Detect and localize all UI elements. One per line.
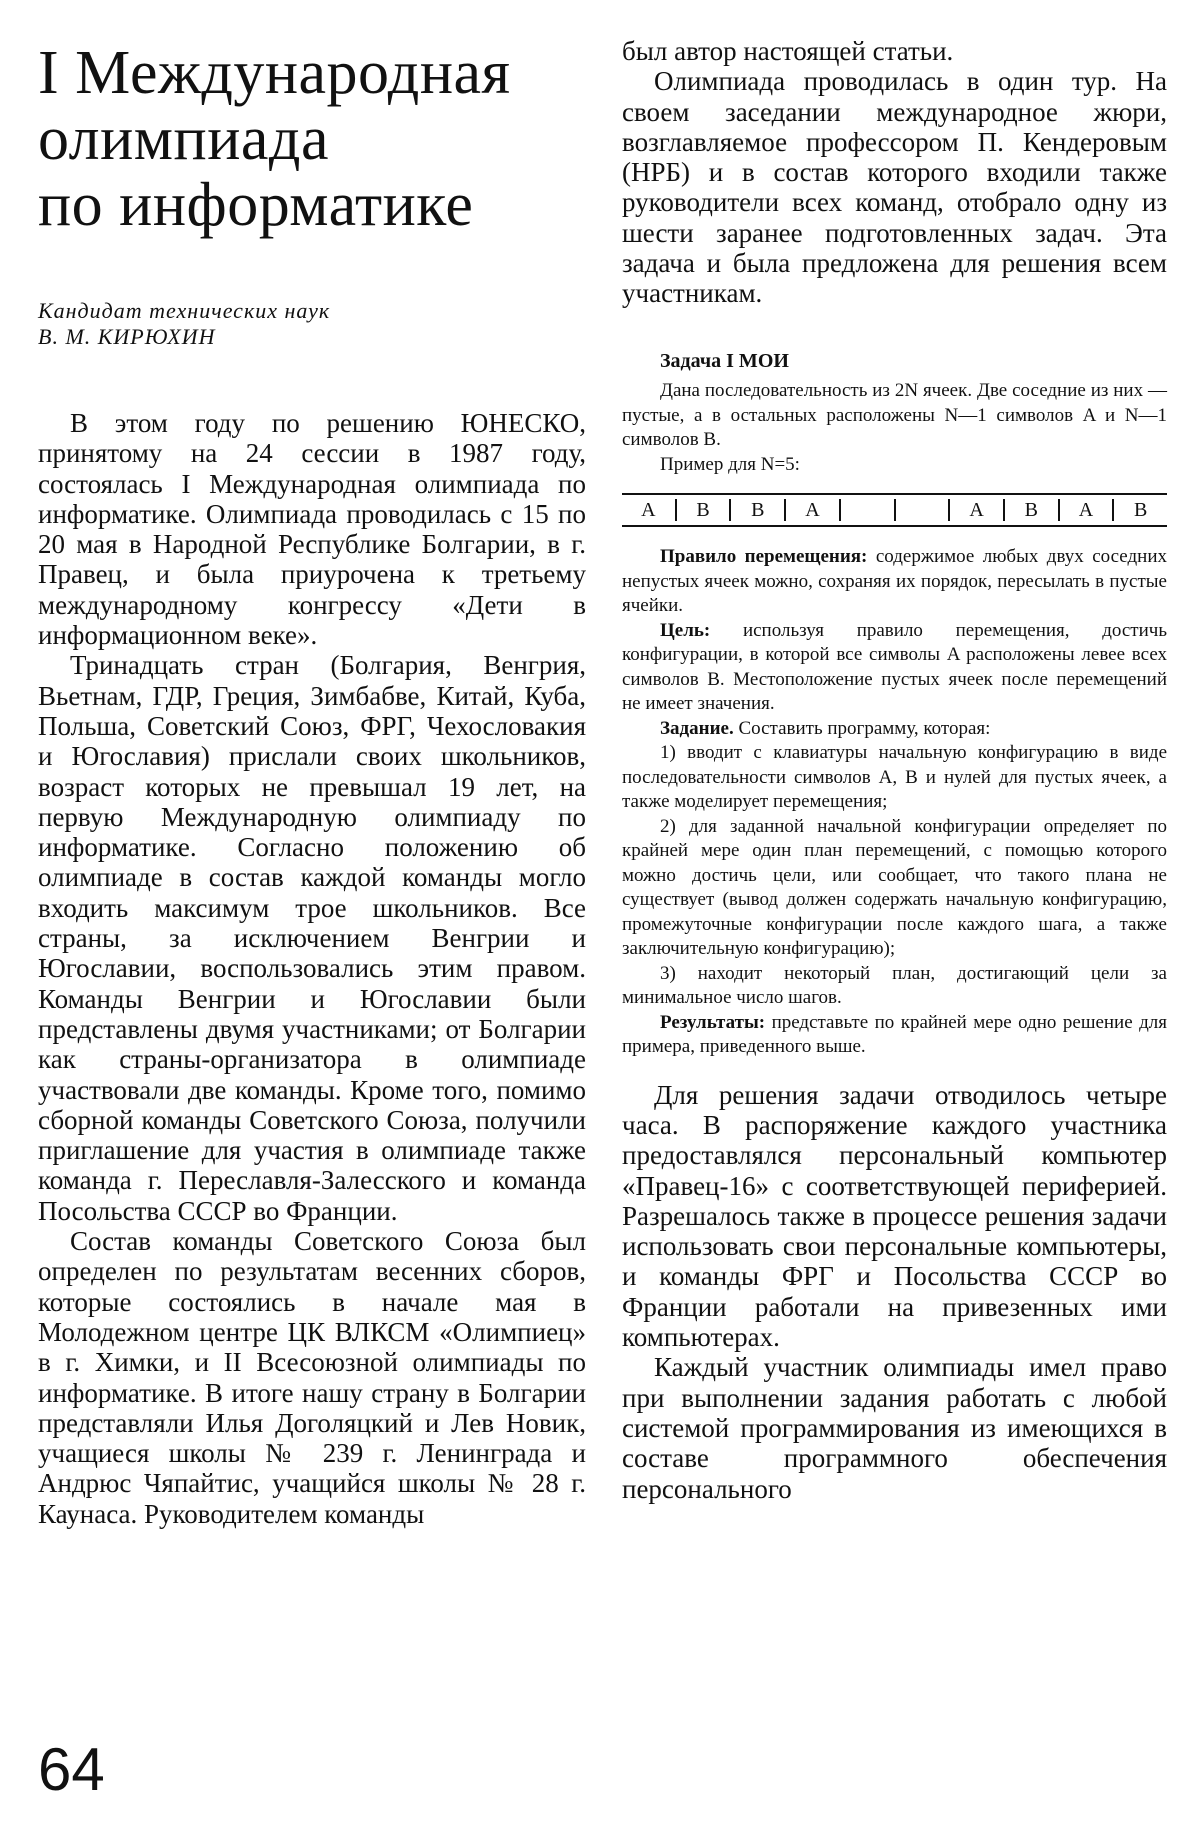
cell: B [731,499,786,521]
task-intro: Дана последовательность из 2N ячеек. Две соседние из них — пустые, а в остальных расположены N—1 символов A и N—1 символов B. [622,380,1167,451]
rule-label: Правило перемещения: [660,546,868,568]
paragraph-continued: был автор настоящей статьи. [622,36,954,66]
task-results [622,1011,1167,1060]
paragraph-team: Состав команды Советского Союза был определен по результатам весенних сборов, которые состоялись в начале мая в Молодежном центре ЦК ВЛКСМ «Олимпиец» в г. Химки, и II Всесоюзной олимпиады по информатике. В итоге нашу страну в Болгарии представляли Илья Доголяцкий и Лев Новик, учащиеся школы № 239 г. Ленинграда и Андрюс Чяпайтис, учащийся школы № 28 г. Каунаса. Руководителем команды [38,1226,586,1529]
cell: B [1134,499,1148,522]
cell-empty [896,499,951,521]
cell: B [677,499,732,521]
paragraph-time: Для решения задачи отводилось четыре часа. В распоряжение каждого участника предоставлялся персональный компьютер «Правец-16» с соответствующей периферией. Разрешалось также в процессе решения задачи использовать свои персональные компьютеры, и команды ФРГ и Посольства СССР во Франции работали на привезенных ими компьютерах. [622,1079,1167,1353]
task-assignment [622,717,1167,742]
cell-empty [841,499,896,521]
right-bottom-text [622,1080,1167,1504]
task-item-3: 3) находит некоторый план, достигающий цели за минимальное число шагов. [622,962,1167,1009]
author-role: Кандидат технических наук [38,298,331,323]
author-name: В. М. КИРЮХИН [38,324,216,349]
task-example: Пример для N=5: [660,453,800,475]
title-line-3: по информатике [38,171,474,239]
task-box [622,349,1167,1060]
assignment-label: Задание. [660,717,734,739]
paragraph-tour: Олимпиада проводилась в один тур. На своем заседании международное жюри, возглавляемое профессором П. Кендеровым (НРБ) и в состав которого входили также руководители всех команд, отобрало одну из шести заранее подготовленных задач. Эта задача и была предложена для решения всем участникам. [622,66,1167,309]
results-text: представьте по крайней мере одно решение для примера, приведенного выше. [622,1011,1167,1058]
right-column [622,36,1167,1504]
goal-label: Цель: [660,619,711,641]
paragraph-intro: В этом году по решению ЮНЕСКО, принятому на 24 сессии в 1987 году, состоялась I Международная олимпиада по информатике. Олимпиада проводилась с 15 по 20 мая в Народной Республике Болгарии, в г. Правец, и была приурочена к третьему международному конгрессу «Дети в информационном веке». [38,408,586,651]
title-line-1: I Международная [38,39,511,107]
task-item-2: 2) для заданной начальной конфигурации определяет по крайней мере один план перемещений, с помощью которого можно достичь цели, или сообщает, что такого плана не существует (вывод должен содержать начальную конфигурацию, промежуточные конфигурации после каждого шага, а также заключительную конфигурацию); [622,815,1167,960]
paragraph-systems: Каждый участник олимпиады имел право при выполнении задания работать с любой системой программирования из имеющихся в составе программного обеспечения персонального [622,1352,1167,1504]
cell: A [622,499,677,521]
rule-text: содержимое любых двух соседних непустых ячеек можно, сохраняя их порядок, пересылать в пустые ячейки. [622,546,1167,617]
cell: A [786,499,841,521]
byline [38,298,586,350]
task-goal [622,619,1167,717]
cell: B [1005,499,1060,521]
paragraph-countries: Тринадцать стран (Болгария, Венгрия, Вьетнам, ГДР, Греция, Зимбабве, Китай, Куба, Польша, Советский Союз, ФРГ, Чехословакия и Югославия) прислали своих школьников, возраст которых не превышал 19 лет, на первую Международную олимпиаду по информатике. Согласно положению об олимпиаде в состав каждой команды могло входить максимум трое школьников. Все страны, за исключением Венгрии и Югославии, воспользовались этим правом. Команды Венгрии и Югославии были представлены двумя участниками; от Болгарии как страны-организатора в олимпиаде участвовали две команды. Кроме того, помимо сборной команды Советского Союза, получили приглашение для участия в олимпиаде также команда г. Переславля-Залесского и команда Посольства СССР во Франции. [38,650,586,1226]
cell-sequence [622,493,1167,527]
goal-text: используя правило перемещения, достичь конфигурации, в которой все символы A расположены левее всех символов B. Местоположение пустых ячеек после перемещений не имеет значения. [622,619,1167,715]
assignment-text: Составить программу, которая: [733,717,991,739]
page-number: 64 [38,1736,105,1803]
right-top-text [622,36,1167,309]
results-label: Результаты: [660,1011,766,1033]
cell: A [1060,499,1115,521]
left-body-text [38,408,586,1529]
task-rule [622,545,1167,619]
task-item-1: 1) вводит с клавиатуры начальную конфигурацию в виде последовательности символов A, B и нулей для пустых ячеек, а также моделирует перемещения; [622,742,1167,813]
task-heading: Задача I МОИ [660,349,789,372]
left-column [38,40,586,1529]
article-title [38,40,586,238]
title-line-2: олимпиада [38,105,329,173]
cell: A [950,499,1005,521]
